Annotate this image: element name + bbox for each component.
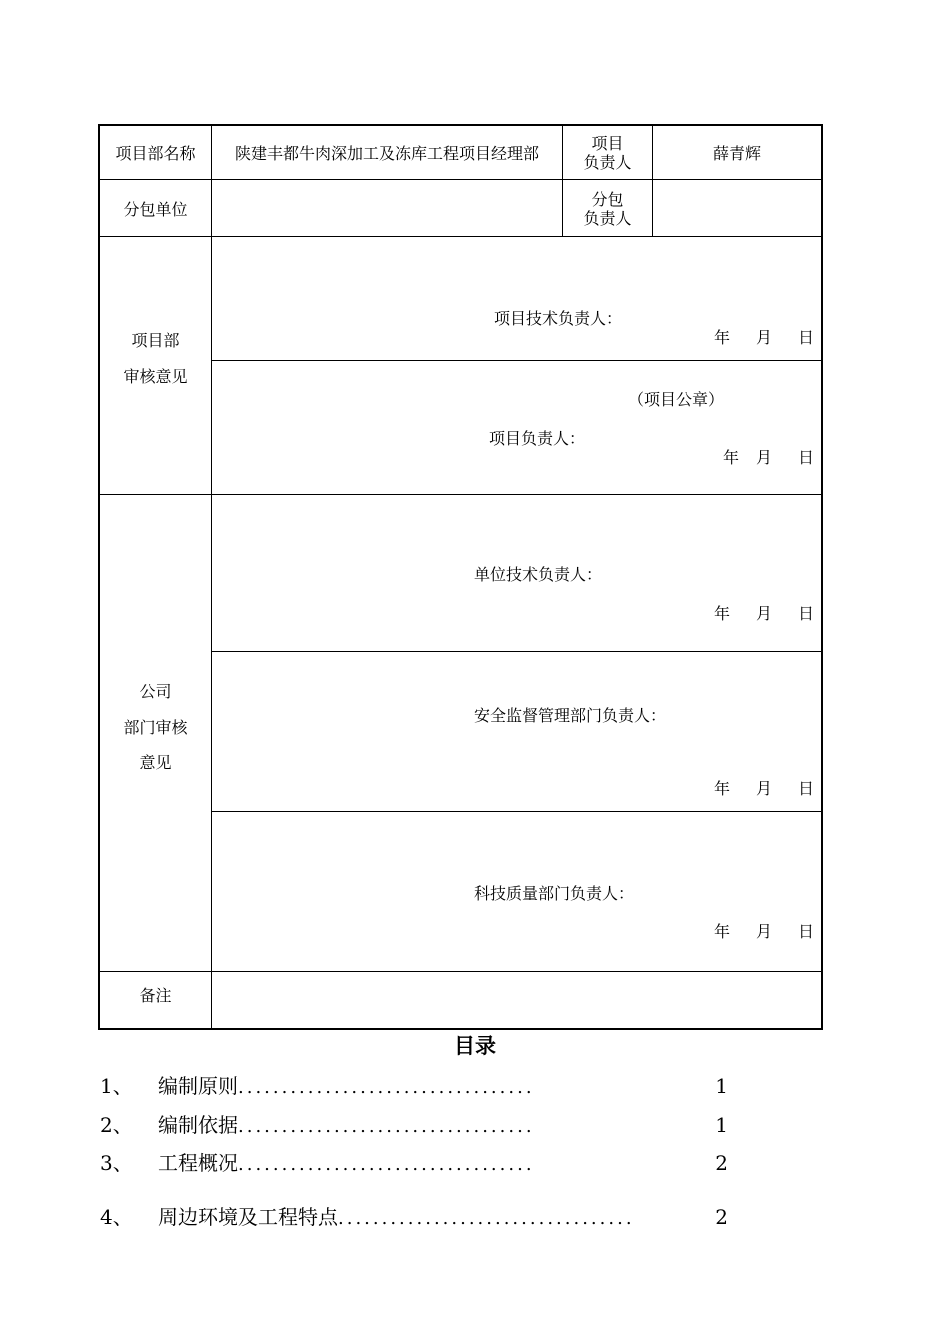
date-month: 月	[756, 448, 773, 467]
sub-lead-label-line2: 负责人	[583, 209, 632, 228]
unit-tech-lead-sign-label: 单位技术负责人：	[474, 565, 603, 584]
toc-entry-leader: ..................................	[238, 1116, 535, 1137]
table-divider	[211, 651, 823, 652]
date-year: 年	[714, 328, 731, 347]
project-dept-value: 陕建丰都牛肉深加工及冻库工程项目经理部	[234, 144, 539, 163]
table-divider	[652, 124, 653, 236]
toc-entry-number: 4、	[100, 1205, 133, 1229]
sub-lead-label-line1: 分包	[591, 190, 624, 209]
toc-entry-leader: ..................................	[238, 1077, 535, 1098]
date-month: 月	[756, 328, 773, 347]
company-review-label-line1: 公司	[139, 682, 172, 701]
project-lead-sign-label: 项目负责人：	[489, 429, 586, 448]
toc-entry[interactable]	[100, 1071, 728, 1101]
toc-entry-leader: ..................................	[338, 1208, 635, 1229]
date-day: 日	[798, 448, 815, 467]
date-month: 月	[756, 604, 773, 623]
date-month: 月	[756, 922, 773, 941]
toc-entry[interactable]	[100, 1110, 728, 1140]
toc-entry-text: 周边环境及工程特点	[158, 1205, 338, 1229]
dept-review-label-line1: 项目部	[131, 331, 180, 350]
toc-entry-page: 2	[715, 1205, 728, 1229]
toc-entry-page: 1	[715, 1074, 728, 1098]
table-divider	[211, 360, 823, 361]
toc-entry-number: 1、	[100, 1074, 133, 1098]
toc-entry-number: 2、	[100, 1113, 133, 1137]
toc-entry-number: 3、	[100, 1151, 133, 1175]
table-divider	[211, 124, 212, 1030]
dept-review-label-line2: 审核意见	[123, 367, 188, 386]
toc-entry[interactable]	[100, 1148, 728, 1178]
date-month: 月	[756, 779, 773, 798]
toc-title: 目录	[454, 1034, 496, 1058]
table-divider	[98, 971, 823, 972]
table-divider	[98, 494, 823, 495]
remarks-label: 备注	[139, 986, 172, 1005]
date-day: 日	[798, 604, 815, 623]
date-year: 年	[714, 922, 731, 941]
table-border-right	[821, 124, 823, 1030]
toc-entry-text: 工程概况	[158, 1151, 238, 1175]
project-lead-value: 薛青辉	[712, 144, 761, 163]
table-border-top	[98, 124, 823, 126]
date-year: 年	[723, 448, 740, 467]
date-year: 年	[714, 604, 731, 623]
date-day: 日	[798, 328, 815, 347]
date-year: 年	[714, 779, 731, 798]
table-divider	[98, 236, 823, 237]
approval-form-table	[98, 124, 823, 1030]
table-divider	[211, 811, 823, 812]
tech-lead-sign-label: 项目技术负责人：	[494, 309, 623, 328]
company-review-label-line2: 部门审核	[123, 718, 188, 737]
toc-entry-text: 编制原则	[158, 1074, 238, 1098]
project-lead-label-line1: 项目	[591, 134, 624, 153]
sub-unit-label: 分包单位	[123, 200, 188, 219]
project-lead-label-line2: 负责人	[583, 153, 632, 172]
table-border-left	[98, 124, 100, 1030]
safety-dept-lead-sign-label: 安全监督管理部门负责人：	[474, 706, 667, 725]
toc-entry-page: 1	[715, 1113, 728, 1137]
project-dept-label: 项目部名称	[115, 144, 196, 163]
toc-entry-leader: ..................................	[238, 1154, 535, 1175]
quality-dept-lead-sign-label: 科技质量部门负责人：	[474, 884, 635, 903]
toc-entry-page: 2	[715, 1151, 728, 1175]
toc-entry[interactable]	[100, 1202, 728, 1232]
date-day: 日	[798, 922, 815, 941]
table-divider	[98, 179, 823, 180]
date-day: 日	[798, 779, 815, 798]
toc-entry-text: 编制依据	[158, 1113, 238, 1137]
project-seal-note: （项目公章）	[628, 390, 725, 409]
company-review-label-line3: 意见	[139, 753, 172, 772]
